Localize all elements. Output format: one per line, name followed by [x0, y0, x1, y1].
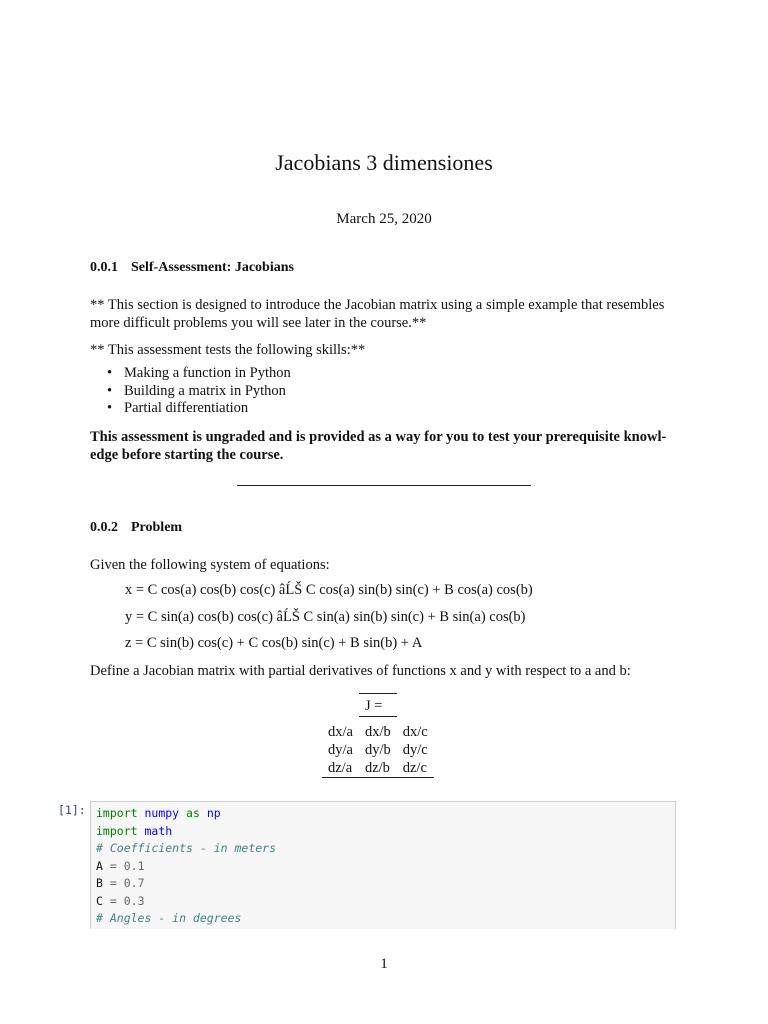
matrix-cell: dx/c — [402, 724, 428, 740]
list-item: • Making a function in Python — [124, 365, 291, 383]
document-date: March 25, 2020 — [336, 211, 432, 227]
section-title: Self-Assessment: Jacobians — [131, 260, 294, 275]
matrix-cell: dy/a — [328, 742, 353, 758]
code-line: import math — [96, 823, 173, 838]
matrix-cell: dz/a — [328, 760, 353, 776]
matrix-cell: dz/c — [402, 760, 427, 776]
equation-z: z = C sin(b) cos(c) + C cos(b) sin(c) + B sin(b) + A — [125, 635, 423, 651]
jacobian-matrix — [322, 693, 434, 778]
matrix-row — [322, 723, 434, 741]
cell-prompt: [1]: — [58, 803, 86, 817]
matrix-cell: dy/b — [364, 742, 391, 758]
section-title: Problem — [131, 520, 183, 535]
list-item: • Partial differentiation — [124, 400, 291, 418]
matrix-cell: dx/b — [364, 724, 391, 740]
code-line: import numpy as np — [96, 806, 221, 820]
section-number: 0.0.1 — [90, 260, 118, 275]
skills-list — [90, 365, 291, 418]
intro-paragraph: ** This section is designed to introduce the Jacobian matrix using a simple example that resembles more difficult problems you will see later in the course.** — [90, 297, 665, 331]
code-cell[interactable] — [90, 801, 676, 929]
matrix-cell: dy/c — [402, 742, 428, 758]
section-heading-self-assessment — [90, 260, 294, 276]
section-number: 0.0.2 — [90, 520, 118, 535]
matrix-cell: dz/b — [364, 760, 390, 776]
problem-intro: Given the following system of equations: — [90, 557, 330, 573]
matrix-row — [322, 741, 434, 759]
code-line: # Coefficients - in meters — [96, 841, 277, 855]
section-heading-problem — [90, 520, 182, 536]
ungraded-note: This assessment is ungraded and is provided as a way for you to test your prerequisite knowl-edge before starting the course. — [90, 429, 667, 463]
code-line: A = 0.1 — [96, 858, 145, 873]
matrix-label: J = — [359, 694, 397, 717]
document-title: Jacobians 3 dimensiones — [275, 150, 493, 175]
list-item: • Building a matrix in Python — [124, 383, 291, 401]
code-line: C = 0.3 — [96, 893, 145, 908]
matrix-cell: dx/a — [328, 724, 353, 740]
code-line: # Angles - in degrees — [96, 911, 242, 925]
matrix-row — [322, 759, 434, 778]
horizontal-rule — [237, 485, 531, 486]
jacobian-definition: Define a Jacobian matrix with partial derivatives of functions x and y with respect to a and b: — [90, 663, 631, 679]
equation-x: x = C cos(a) cos(b) cos(c) âĹŠ C cos(a) sin(b) sin(c) + B cos(a) cos(b) — [125, 582, 533, 598]
page-number: 1 — [380, 956, 388, 972]
equation-y: y = C sin(a) cos(b) cos(c) âĹŠ C sin(a) sin(b) sin(c) + B sin(a) cos(b) — [125, 609, 526, 625]
code-line: B = 0.7 — [96, 876, 145, 890]
skills-intro: ** This assessment tests the following skills:** — [90, 342, 366, 358]
